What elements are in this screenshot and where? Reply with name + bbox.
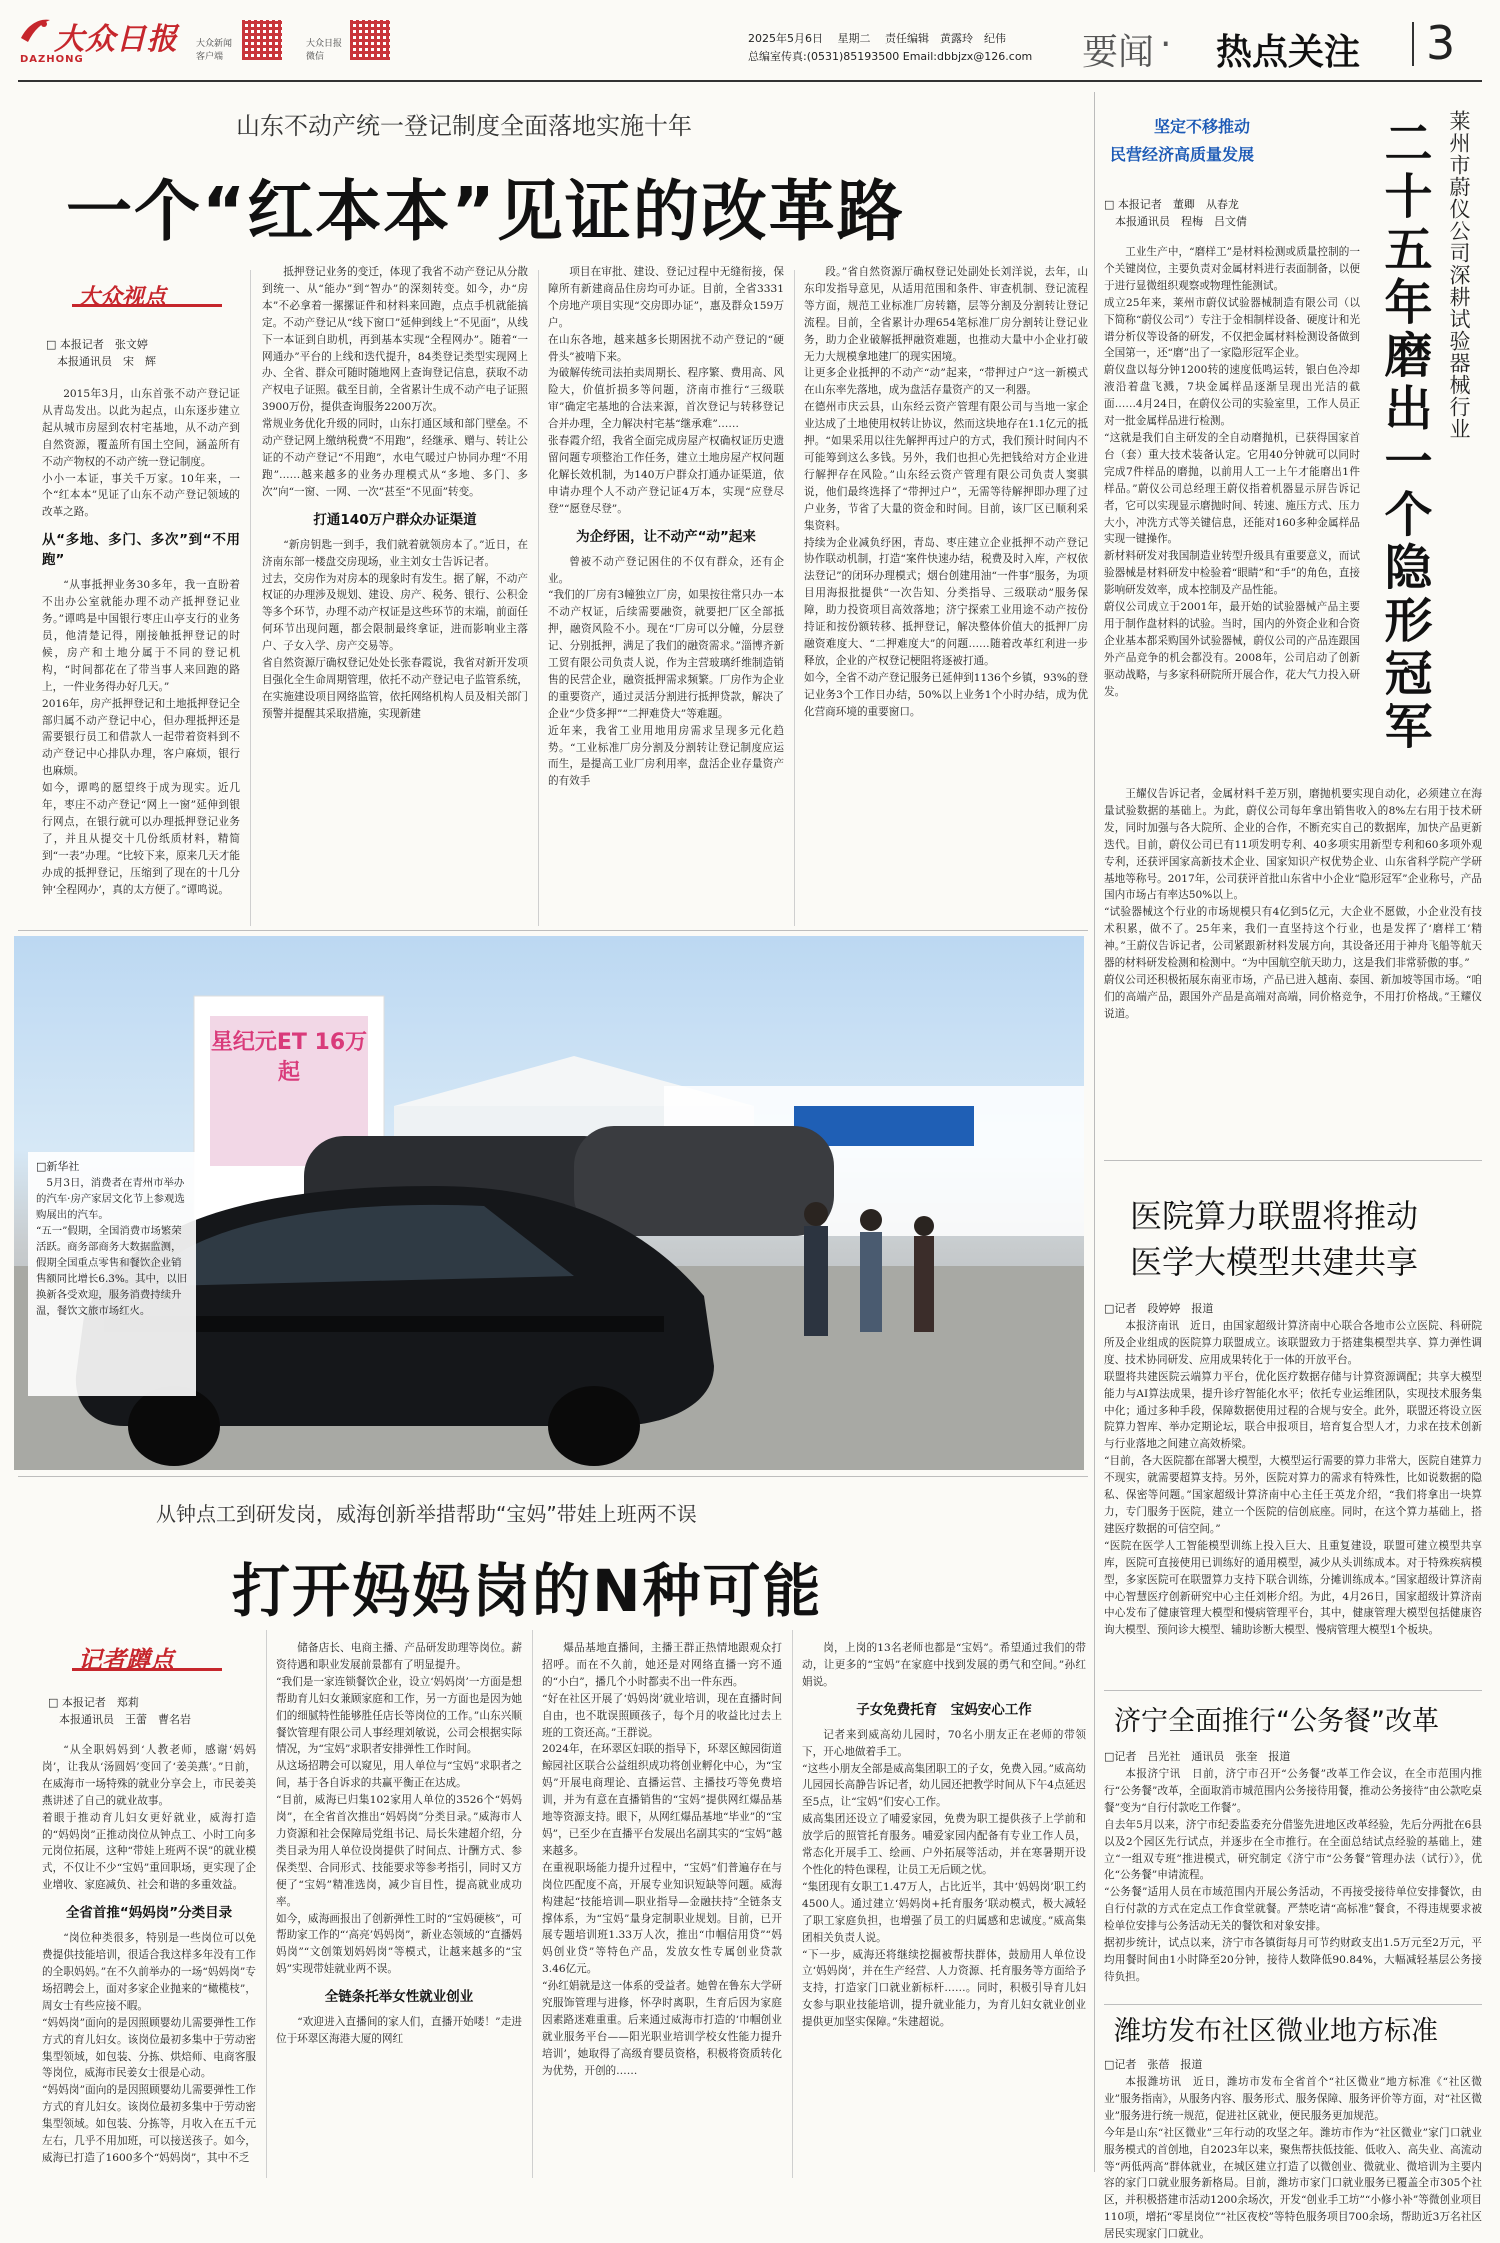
jining-text [1104,1766,1482,2002]
lead-divider-3 [794,270,795,926]
bottom-divider-3 [792,1630,793,2178]
right-rule-1 [1104,1160,1482,1161]
weiyi-vertical-kicker: 莱州市蔚仪公司深耕试验器械行业 [1447,110,1471,440]
jining-text-p: 本报济宁讯 日前，济宁市召开“公务餐”改革工作会议，在全市范围内推行“公务餐”改革，全面取消市城范围内公务接待用餐，推动公务接待“由公款吃桌餐”变为“自行付款吃工作餐”。 自去年5月以来，济宁市纪委监委充分借鉴先进地区改革经验，先后分两批在6县以及2个园区先行试点，并逐步在全市推行。在全面总结试点经验的基础上，建立“一组双专班”推进模式，研究制定《济宁市“公务餐”管理办法（试行）》，优化“公务餐”申请流程。 “公务餐”适用人员在市域范围内开展公务活动，不再接受接待单位安排餐饮，由自行付款的方式在定点工作食堂就餐。严禁吃请“高标准”餐食，不得违规要求被检单位安排与公务活动无关的餐饮和对象安排。 据初步统计，试点以来，济宁市各镇街每月可节约财政支出1.5万元至2万元，平均用餐时间由1小时降至20分钟，接待人数降低90.84%，大幅减轻基层公务接待负担。 [1104,1768,1482,1983]
page-number: 3 [1426,16,1456,70]
lead-col1-text: 2015年3月，山东首张不动产登记证从青岛发出。以此为起点，山东逐步建立起从城市房屋到农村宅基地，从不动产到自然资源，覆盖所有国土空间，涵盖所有不动产物权的不动产统一登记制度。 小小一本证，事关千万家。10年来，一个“红本本”见证了山东不动产登记领域的改革之路。 [42,388,240,519]
lead-col2-text: 抵押登记业务的变迁，体现了我省不动产登记从分散到统一、从“能办”到“智办”的深刻转变。如今，办“房本”不必拿着一摞摞证件和材料来回跑，点点手机就能搞定。不动产登记从“线下窗口”延伸到线上“不见面”，从线下一本证到自助机，再到基本实现“全程网办”。随着“一网通办”平台的上线和迭代提升，84类登记类型实现网上办、全省、群众可随时随地网上查询登记信息，获取不动产权电子证照。截至目前，全省累计生成不动产电子证照3900万份，提供查询服务2200万次。 常规业务优化升级的同时，山东打通区域和部门壁垒。不动产登记网上缴纳税费“不用跑”，经继承、赠与、转让公证的不动产登记“不用跑”，水电气暖过户协同办理“不用跑”……越来越多的业务办理模式从“多地、多门、多次”向“一窗、一网、一次”甚至“不见面”转变。 [262,266,528,498]
lead-col1b-text: “从事抵押业务30多年，我一直盼着不出办公室就能办理不动产抵押登记业务。”谭鸣是中国银行枣庄山亭支行的业务员，他清楚记得，刚接触抵押登记的时候，房产和土地分属于不同的登记机构，“时间都花在了带当事人来回跑的路上，一件业务得办好几天。” 2016年，房产抵押登记和土地抵押登记全部归属不动产登记中心，但办理抵押还是需要银行员工和借款人一起带着资料到不动产登记中心排队办理，客户麻烦，银行也麻烦。 如今，谭鸣的愿望终于成为现实。近几年，枣庄不动产登记“网上一窗”延伸到银行网点，在银行就可以办理抵押登记业务了，并且从提交十几份纸质材料，精简到“一表”办理。“比较下来，原来几天才能办成的抵押登记，压缩到了现在的十几分钟‘全程网办’，真的太方便了。”谭鸣说。 [42,579,240,896]
weiyi-text-lower [1104,786,1482,1156]
right-tag-2: 民营经济高质量发展 [1110,145,1255,164]
photo-caption-text: 5月3日，消费者在青州市举办的汽车·房产家居文化节上参观选购展出的汽车。 “五一”假期，全国消费市场繁荣活跃。商务部商务大数据监测，假期全国重点零售和餐饮企业销售额同比增长6.3%。其中，以旧换新各受欢迎，服务消费持续升温，餐饮文旅市场红火。 [36,1177,188,1317]
section-dot: · [1160,24,1172,65]
weiyi-byline [1104,196,1354,230]
lead-byline-1: □ 本报记者 张文婷 [46,338,148,351]
masthead [0,0,1500,78]
bottom-byline-2: 本报通讯员 王蕾 曹名岩 [48,1713,191,1726]
issue-date: 2025年5月6日 [748,32,823,45]
bottom-col2-subhead: 全链条托举女性就业创业 [324,1989,474,2006]
lead-col3-text: 项目在审批、建设、登记过程中无缝衔接，保障所有新建商品住房均可办证。目前，全省3331个房地产项目实现“交房即办证”，惠及群众159万户。 在山东各地，越来越多长期困扰不动产登记的“硬骨头”被啃下来。 为破解传统司法拍卖周期长、程序繁、费用高、风险大，价值折损多等问题，济南市推行“三级联审”确定宅基地的合法来源，首次登记与转移登记合并办理，全力解决村宅基“继承难”…… 张春霞介绍，我省全面完成房屋产权确权证历史遗留问题专项整治工作任务，建立土地房屋产权问题化解长效机制，为140万户群众打通办证渠道，依申请办理个人不动产登记证4万本，实现“应登尽登”“愿登尽登”。 [548,266,784,515]
news-photo [14,936,1084,1470]
lead-col3-subhead: 为企纾困，让不动产“动”起来 [576,528,756,545]
bottom-byline [48,1694,248,1728]
issue-fax: 总编室传真:(0531)85193500 Email:dbbjzx@126.com [748,50,1033,63]
right-rule-2 [1104,1690,1482,1691]
bottom-col1-text: “从全职妈妈到‘人教老师，感谢‘妈妈岗’，让我从‘汤圆妈’变回了‘姜美燕’。”日前，在威海市一场特殊的就业分享会上，市民姜美燕讲述了自己的就业故事。 着眼于推动育儿妇女更好就业，威海打造的“妈妈岗”正推动岗位从钟点工、小时工向多元岗位拓展，这种“带娃上班两不误”的就业模式，不仅让不少“宝妈”重回职场，更实现了企业增收、家庭减负、社会和谐的多重效益。 [42,1744,256,1892]
bottom-col2b-text: “欢迎进入直播间的家人们，直播开始喽！”走进位于环翠区海港大厦的网红 [276,2016,522,2046]
weiyi-vertical-title: 二十五年磨出一个隐形冠军 [1376,118,1432,754]
weiyi-text-lower-p: 王耀仪告诉记者，金属材料千差万别，磨抛机要实现自动化，必须建立在海量试验数据的基础上。为此，蔚仪公司每年拿出销售收入的8%左右用于技术研发，同时加强与各大院所、企业的合作，不断充实自己的数据库，加快产品更新迭代。目前，蔚仪公司已有11项发明专利、40多项实用新型专利和60多项外观专利，还获评国家高新技术企业、国家知识产权优势企业、山东省科学院产学研基地等称号。2017年，公司获评首批山东省中小企业“隐形冠军”企业称号，产品国内市场占有率达50%以上。 “试验器械这个行业的市场规模只有4亿到5亿元，大企业不愿做，小企业没有技术积累，做不了。25年来，我们一直坚持这个行业，也是发挥了‘磨样工’精神。”王蔚仪告诉记者，公司紧跟新材料发展方向，其设备还用于神舟飞船等航天器的材料研发检测和检测中。“为中国航空航天助力，这是我们非常骄傲的事。” 蔚仪公司还积极拓展东南亚市场，产品已进入越南、泰国、新加坡等国市场。“咱们的高端产品，跟国外产品是高端对高端，同价格竞争，不用打价格战。”王耀仪说道。 [1104,788,1482,1020]
section-title: 热点关注 [1216,32,1361,73]
bottom-col4b-text: 记者来到威高幼儿园时，70名小朋友正在老师的带领下，开心地做着手工。 “这些小朋友全部是威高集团职工的子女，免费入园。”威高幼儿园园长高静告诉记者，幼儿园还把教学时间从下午4点延迟至5点，让“宝妈”们安心工作。 威高集团还设立了哺爱家园，免费为职工提供孩子上学前和放学后的照管托育服务。哺爱家园内配备有专业工作人员，常态化开展手工、绘画、户外拓展等活动，并在寒暑期开设个性化的特色课程，让员工无后顾之忧。 “集团现有女职工1.47万人，占比近半，其中‘妈妈岗’职工约4500人。通过建立‘妈妈岗+托育服务’联动模式，极大减轻了职工家庭负担，也增强了员工的归属感和忠诚度。”威高集团相关负责人说。 “下一步，威海还将继续挖掘被帮扶群体，鼓励用人单位设立‘妈妈岗’，并在生产经营、人力资源、托育服务等方面给予支持，打造家门口就业新标杆……。同时，积极引导育儿妇女参与职业技能培训，提升就业能力，为育儿妇女就业创业提供更加坚实保障。”朱建超说。 [802,1728,1086,2029]
hospital-headline-2: 医学大模型共建共享 [1130,1243,1419,1281]
lead-col-2 [262,264,528,926]
qr1-label: 大众新闻 客户端 [196,39,233,62]
lead-col2-subhead: 打通140万户群众办证渠道 [313,511,477,528]
bottom-col-4 [802,1640,1086,2178]
hospital-text [1104,1318,1482,1688]
bottom-col1b-text: “岗位种类很多，特别是一些岗位可以免费提供技能培训，很适合我这样多年没有工作的全职妈妈。”在不久前举办的一场“妈妈岗”专场招聘会上，面对多家企业抛来的“橄榄枝”，周女士有些应接不暇。 “妈妈岗”面向的是因照顾婴幼儿需要弹性工作方式的育儿妇女。该岗位最初多集中于劳动密集型领域，如包装、分拣、烘焙师、电商客服等岗位，威海市民姜女士很是心动。 “妈妈岗”面向的是因照顾婴幼儿需要弹性工作方式的育儿妇女。该岗位最初多集中于劳动密集型领域。如包装、分拣等，月收入在五千元左右，几乎不用加班，可以接送孩子。如今，威海已打造了1600多个“妈妈岗”，其中不乏 [42,1932,256,2164]
lead-headline: 一个“红本本”见证的改革路 [66,173,905,250]
hospital-text-p: 本报济南讯 近日，由国家超级计算济南中心联合各地市公立医院、科研院所及企业组成的医院算力联盟成立。该联盟致力于搭建集模型共享、算力弹性调度、技术协同研发、应用成果转化于一体的开放平台。 联盟将共建医院云端算力平台，优化医疗数据存储与计算资源调配；共享大模型能力与AI算法成果，提升诊疗智能化水平；依托专业运维团队，实现技术服务集中化；通过多种手段，保障数据使用过程的合规与安全。此外，联盟还将设立医院算力智库、举办定期论坛，联合申报项目，培育复合型人才，力求在技术创新与行业落地之间建立高效桥梁。 “目前，各大医院都在部署大模型，大模型运行需要的算力非常大，医院自建算力不现实，就需要超算支持。另外，医院对算力的需求有特殊性，比如说数据的隐私、保密等问题。”国家超级计算济南中心主任王英龙介绍，“我们将拿出一块算力，专门服务于医院，建立一个医院的信创底座。同时，在这个算力基础上，搭建医疗数据的可信空间。” “医院在医学人工智能模型训练上投入巨大、且重复建设，联盟可建立模型共享库，医院可直接使用已训练好的通用模型，减少从头训练成本。对于特殊疾病模型，多家医院可在联盟算力支持下联合训练，分摊训练成本。”国家超级计算济南中心智慧医疗创新研究中心主任刘彬介绍。为此，4月26日，国家超级计算济南中心发布了健康管理大模型和慢病管理平台，其中，健康管理大模型包括健康咨询大模型、预问诊大模型、辅助诊断大模型、慢病管理大模型1个板块。 [1104,1320,1482,1637]
bottom-divider-2 [532,1630,533,2178]
weiyi-text-upper [1104,244,1360,782]
section-name: 要闻 [1082,32,1155,73]
jining-headline: 济宁全面推行“公务餐”改革 [1114,1706,1439,1737]
lead-kicker: 山东不动产统一登记制度全面落地实施十年 [236,112,692,140]
bottom-headline: 打开妈妈岗的N种可能 [232,1557,823,1625]
column-logo-jizhe-text: 记者蹲点 [78,1645,174,1674]
masthead-info [748,30,1032,66]
lead-col4-text: 段。”省自然资源厅确权登记处副处长刘洋说，去年，山东印发指导意见，从适用范围和条件、审查机制、登记流程等方面，规范工业标准厂房转籍，层等分割及分割转让登记流程。目前，全省累计办理654笔标准厂房分割转让登记业务，助力企业破解抵押融资难题，也推动大量中小企业打破无力大规模拿地建厂的现实困境。 让更多企业抵押的不动产“动”起来，“带押过户”这一新模式在山东率先落地，成为盘活存量资产的又一利器。 在德州市庆云县，山东经云资产管理有限公司与当地一家企业达成了土地使用权转让协议，然而这块地存在1.1亿元的抵押。“如果采用以往先解押再过户的方式，我们预计时间内不可能筹到这么多钱。另外，我们也担心先把钱给对方企业进行解押存在风险。”山东经云资产管理有限公司负责人窦骐说，他们最终选择了“带押过户”，无需等待解押即办理了过户业务，节省了大量的资金和时间。目前，该厂区已顺利采集资料。 持续为企业减负纾困，青岛、枣庄建立企业抵押不动产登记协作联动机制，打造“案件快速办结，税费及时入库，产权依法登记”的闭环办理模式；烟台创建用油“一件事”服务，为项目用海报批提供“一次告知、分类指导、三级联动”服务保障，助力投资项目高效落地；济宁探索工业用途不动产按份持证和按份额转移、抵押登记，解决整体价值大的抵押厂房融资难度大、“二押难度大”的问题……随着改革红利进一步释放，企业的产权登记梗阻将逐被打通。 如今，全省不动产登记服务已延伸到1136个乡镇，93%的登记业务3个工作日办结，50%以上业务1个小时办结，成为优化营商环境的重要窗口。 [804,266,1088,718]
photo-banner-text: 星纪元ET 16万起 [210,1030,368,1085]
hospital-headline-1: 医院算力联盟将推动 [1130,1197,1419,1235]
qr2-label: 大众日报 微信 [306,39,343,62]
weifang-text [1104,2074,1482,2241]
weifang-headline: 潍坊发布社区微业地方标准 [1114,2016,1438,2047]
bottom-col4-text: 岗，上岗的13名老师也都是“宝妈”。希望通过我们的带动，让更多的“宝妈”在家庭中找到发展的勇气和空间。”孙红娟说。 [802,1642,1086,1688]
weifang-text-p: 本报潍坊讯 近日，潍坊市发布全省首个“社区微业”地方标准《“社区微业”服务指南》，从服务内容、服务形式、服务保障、服务评价等方面，对“社区微业”服务进行统一规范，促进社区就业，便民服务更加规范。 今年是山东“社区微业”三年行动的攻坚之年。潍坊市作为“社区微业”家门口就业服务模式的首创地，自2023年以来，聚焦帮扶低技能、低收入、高失业、高流动等“两低两高”群体就业，在城区建立打造了以微创业、微就业、微培训为主要内容的家门口就业服务新格局。目前，潍坊市家门口就业服务已覆盖全市305个社区，并积极搭建市活动1200余场次，开发“创业手工坊”“小修小补”等微创业项目110项，增拓“零星岗位”“社区夜校”等特色服务项目700余场，帮助近3万名社区居民实现家门口就业。 [1104,2076,1482,2241]
bottom-col-1 [42,1742,256,2178]
photo-bottom-rule [18,1476,1088,1477]
bottom-col-2 [276,1640,522,2178]
lead-col-4 [804,264,1088,926]
column-logo-text: 大众视点 [78,284,167,310]
right-tag-box [1104,112,1334,174]
right-tag-1: 坚定不移推动 [1154,117,1251,136]
right-column-divider [1094,92,1095,2172]
column-logo-jizhe [72,1640,222,1678]
bottom-col-3 [542,1640,782,2178]
section-divider [1412,22,1414,66]
photo-caption-box [28,1152,196,1396]
bottom-kicker: 从钟点工到研发岗，威海创新举措帮助“宝妈”带娃上班两不误 [156,1502,697,1526]
jining-byline: □记者 吕光社 通讯员 张奎 报道 [1104,1750,1291,1763]
bottom-col3-text: 爆品基地直播间，主播王群正热情地跟观众打招呼。而在不久前，她还是对网络直播一窍不通的“小白”，播几个小时都卖不出一件东西。 “好在社区开展了‘妈妈岗’就业培训，现在直播时间自由，也不耽误照顾孩子，每个月的收益比过去上班的工资还高。”王群说。 2024年，在环翠区妇联的指导下，环翠区鲸园街道鲸园社区联合公益组织成功将创业孵化中心，为“宝妈”开展电商理论、直播运营、主播技巧等免费培训，并为有意在直播销售的“宝妈”提供网红爆品基地等资源支持。眼下，从网红爆品基地“毕业”的“宝妈”，已至少在直播平台发展出名副其实的“宝妈”越来越多。 在重视职场能力提升过程中，“宝妈”们普遍存在与岗位匹配度不高，开展专业知识短缺等问题。威海构建起“技能培训—职业指导—金融扶持”全链条支撑体系，为“宝妈”量身定制职业规划。目前，已开展专题培训班1.33万人次，推出“巾帼信用贷”“妈妈创业贷”等特色产品，发放女性专属创业贷款3.46亿元。 “孙红娟就是这一体系的受益者。她曾在鲁东大学研究服饰管理与进修，怀孕时离职，生育后因为家庭因素路迷难重重。后来通过威海市打造的‘巾帼创业就业服务平台——阳光职业培训学校女性能力提升培训’，她取得了高级育婴员资格，积极将资质转化为优势，开创的…… [542,1642,782,2077]
issue-weekday: 星期二 [837,32,871,45]
masthead-logo: 大众日报 [54,22,178,57]
bottom-divider-1 [266,1630,267,2178]
qr2-icon[interactable] [350,20,390,60]
lead-byline [46,336,236,370]
lead-col-3 [548,264,784,926]
column-logo-dazhong [72,280,222,314]
lead-col3b-text: 曾被不动产登记困住的不仅有群众，还有企业。 “我们的厂房有3幢独立厂房，如果按往常只办一本不动产权证，后续需要融资，就要把厂区全部抵押，融资风险不小。现在“厂房可以分幢，分层登记、分别抵押，满足了我们的融资需求。”淄博齐新工贸有限公司负责人说，作为主营玻璃纤维制造销售的民营企业，融资抵押需求频繁。厂房作为企业的重要资产，通过灵活分割进行抵押贷款，解决了企业“少贷多押”“二押难贷大”等难题。 近年来，我省工业用地用房需求呈现多元化趋势。“工业标准厂房分割及分割转让登记制度应运而生，是提高工业厂房利用率，盘活企业存量资产的有效手 [548,555,784,788]
weiyi-text-upper-p: 工业生产中，“磨样工”是材料检测或质量控制的一个关键岗位，主要负责对金属材料进行表面制备，以便于进行显微组织观察或物理性能测试。 成立25年来，莱州市蔚仪试验器械制造有限公司（以下简称“蔚仪公司”）专注于金相制样设备、硬度计和光谱分析仪等设备的研发，不仅把金属材料检测设备做到全国第一，还“磨”出了一家隐形冠军企业。 蔚仪盘以每分钟1200转的速度低鸣运转，银白色冷却液沿着盘飞溅，7块金属样品逐渐呈现出光洁的截面……4月24日，在蔚仪公司的实验室里，工作人员正对一批金属样品进行检测。 “这就是我们自主研发的全自动磨抛机，已获得国家首台（套）重大技术装备认定。它用40分钟就可以同时完成7件样品的磨抛，以前用人工一上午才能磨出1件样品。”蔚仪公司总经理王蔚仪指着机器显示屏告诉记者，它可以实现显示磨抛时间、转速、施压方式、压力大小，冲洗方式等关键信息，还能对160多种金属样品实现一键操作。 新材料研发对我国制造业转型升级具有重要意义，而试验器械是材料研发中检验着“眼睛”和“手”的角色，直接影响研发效率，成本控制及产品性能。 蔚仪公司成立于2001年，最开始的试验器械产品主要用于制作盘材料的试验。当时，国内的外资企业和合资企业基本都采购国外试验器械，蔚仪公司的产品连跟国外产品竞争的机会都没有。2008年，公司启动了创新驱动战略，与多家科研院所开展合作，花大气力投入研发。 [1104,246,1360,698]
lead-byline-2: 本报通讯员 宋 辉 [46,355,156,368]
bottom-byline-1: □ 本报记者 郑莉 [48,1696,139,1709]
lead-divider-1 [250,270,251,926]
masthead-rule [18,80,1482,82]
lead-col1-subhead: 从“多地、多门、多次”到“不用跑” [42,532,240,569]
qr1-icon[interactable] [242,20,282,60]
weiyi-byline-2: 本报通讯员 程梅 吕文倩 [1104,215,1247,228]
weifang-byline: □记者 张蓓 报道 [1104,2058,1203,2071]
photo-caption-credit: □新华社 [36,1160,80,1173]
right-rule-3 [1104,2004,1482,2005]
logo-icon [18,14,52,48]
bottom-col2-text: 储备店长、电商主播、产品研发助理等岗位。薪资待遇和职业发展前景都有了明显提升。 “我们是一家连锁餐饮企业，设立‘妈妈岗’一方面是想帮助育儿妇女兼顾家庭和工作，另一方面也是因为她们的细腻特性能够胜任店长等岗位的工作。”山东兴顺餐饮管理有限公司人事经理刘敏说，公司会根据实际情况，为“宝妈”求职者安排弹性工作时间。 从这场招聘会可以窥见，用人单位与“宝妈”求职者之间，基于各自诉求的共赢平衡正在达成。 “目前，威海已归集102家用人单位的3526个“妈妈岗”，在全省首次推出“妈妈岗”分类目录。”威海市人力资源和社会保障局党组书记、局长朱建超介绍，分类目录为用人单位设岗提供了时间点、计酬方式、参保类型、合同形式、技能要求等参考指引，同时又方便了“宝妈”精准选岗，减少盲目性，提高就业成功率。 如今，威海画报出了创新弹性工时的“宝妈硬核”，可帮助家工作的“‘高亮’妈妈岗”，新业态领域的“直播妈妈岗”“文创策划妈妈岗”等模式，让越来越多的“宝妈”实现带娃就业两不误。 [276,1642,522,1976]
issue-editor: 责任编辑 黄露玲 纪伟 [885,32,1006,45]
lead-col2b-text: “新房钥匙一到手，我们就着就领房本了。”近日，在济南东部一楼盘交房现场，业主刘女士告诉记者。 过去，交房作为对房本的现象时有发生。据了解，不动产权证的办理涉及规划、建设、房产、税务、银行、公积金等多个环节，办理不动产权证是这些环节的末端，前面任何环节出现问题，都会限制最终拿证，进而影响业主落户、子女入学、房产交易等。 省自然资源厅确权登记处处长张春霞说，我省对新开发项目强化全生命周期管理，依托不动产登记电子监管系统，在实施建设项目网络监管，依托网络机构人员及相关部门预警并提醒其采取措施，实现新建 [262,538,528,720]
masthead-logo-sub: DAZHONG [20,54,84,65]
lead-divider-2 [538,270,539,926]
bottom-col4-subhead: 子女免费托育 宝妈安心工作 [856,1701,1032,1718]
weiyi-byline-1: □ 本报记者 董卿 从春龙 [1104,198,1239,211]
bottom-col1-subhead: 全省首推“妈妈岗”分类目录 [65,1905,233,1922]
hospital-byline: □记者 段婷婷 报道 [1104,1302,1214,1315]
photo-top-rule [18,930,1088,931]
lead-col-1 [42,386,240,926]
